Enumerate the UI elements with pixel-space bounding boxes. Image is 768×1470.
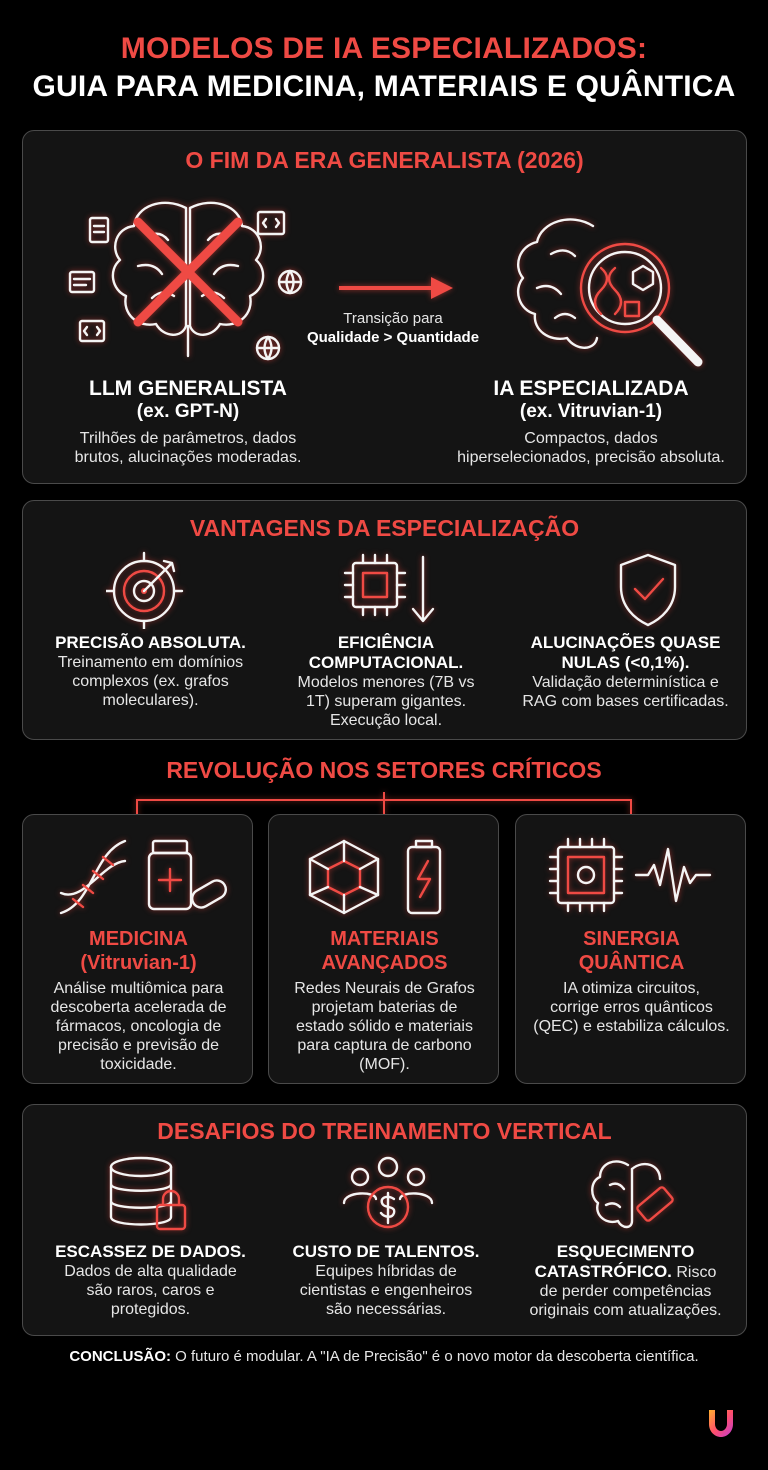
sector-medicine-l4: precisão e previsão de [58, 1037, 219, 1054]
challenge-3-l3: originais com atualizações. [529, 1302, 722, 1319]
sector-materials-l5: (MOF). [359, 1056, 410, 1073]
generalist-brain-icon [68, 186, 308, 366]
advantage-3 [508, 633, 743, 711]
sector-quantum-l3: (QEC) e estabiliza cálculos. [533, 1018, 730, 1035]
advantage-1-l2: complexos (ex. grafos [72, 673, 229, 690]
advantage-2-title-1: EFICIÊNCIA [337, 633, 435, 652]
generalist-block [58, 377, 318, 467]
challenge-1-l2: são raros, caros e [86, 1282, 215, 1299]
transition-caption [293, 309, 493, 347]
transition-line-1: Transição para [343, 310, 443, 327]
sector-materials-card [268, 814, 499, 1084]
conclusion [0, 1348, 768, 1365]
transition-line-2: Qualidade > Quantidade [306, 329, 480, 346]
sector-materials-l2: projetam baterias de [311, 999, 458, 1016]
advantage-2-l3: Execução local. [329, 712, 443, 729]
advantage-3-l2: RAG com bases certificadas. [522, 693, 729, 710]
sector-materials-l3: estado sólido e materiais [296, 1018, 473, 1035]
challenge-1 [33, 1242, 268, 1319]
advantage-1-title: PRECISÃO ABSOLUTA. [55, 633, 246, 652]
advantages-heading: VANTAGENS DA ESPECIALIZAÇÃO [189, 515, 580, 541]
advantage-1-l3: moleculares). [102, 692, 199, 709]
target-icon [106, 549, 186, 629]
transition-arrow-icon [335, 273, 455, 303]
specialized-subtitle: (ex. Vitruvian-1) [519, 401, 663, 422]
sector-medicine-l1: Análise multiômica para [53, 980, 224, 997]
page-title [0, 30, 768, 106]
challenge-3 [508, 1242, 743, 1320]
sector-medicine-title-1: MEDICINA [89, 928, 188, 950]
challenge-1-l3: protegidos. [110, 1301, 191, 1318]
generalist-desc-1: Trilhões de parâmetros, dados [79, 430, 297, 447]
sector-materials-text [269, 927, 500, 1074]
brand-logo-icon [703, 1404, 739, 1440]
sector-quantum-title-2: QUÂNTICA [578, 952, 685, 974]
sector-materials-title-2: AVANÇADOS [321, 952, 448, 974]
challenges-heading: DESAFIOS DO TREINAMENTO VERTICAL [157, 1118, 612, 1144]
shield-check-icon [613, 549, 683, 629]
challenge-2 [271, 1242, 501, 1319]
sector-quantum-l2: corrige erros quânticos [550, 999, 713, 1016]
conclusion-label: CONCLUSÃO: [69, 1348, 172, 1365]
challenge-3-l1-bold: CATASTRÓFICO. [534, 1262, 672, 1281]
sector-medicine-l3: fármacos, oncologia de [55, 1018, 222, 1035]
specialized-desc-1: Compactos, dados [524, 430, 658, 447]
challenge-3-l1: Risco [671, 1264, 717, 1281]
sector-medicine-title-2: (Vitruvian-1) [80, 952, 197, 974]
era-panel [22, 130, 747, 484]
challenge-2-l3: são necessárias. [325, 1301, 447, 1318]
specialized-brain-magnifier-icon [493, 206, 713, 376]
sectors-heading: REVOLUÇÃO NOS SETORES CRÍTICOS [166, 757, 602, 783]
challenge-3-l2: de perder competências [539, 1283, 712, 1300]
sector-materials-title-1: MATERIAIS [330, 928, 439, 950]
generalist-desc-2: brutos, alucinações moderadas. [74, 449, 302, 466]
challenge-1-l1: Dados de alta qualidade [64, 1263, 237, 1280]
challenge-1-title: ESCASSEZ DE DADOS. [55, 1242, 246, 1261]
challenges-panel [22, 1104, 747, 1336]
advantage-3-title-1: ALUCINAÇÕES QUASE [530, 633, 721, 652]
talent-cost-icon [338, 1155, 438, 1235]
molecule-battery-icon [304, 833, 474, 923]
sector-medicine-card [22, 814, 253, 1084]
sector-quantum-card [515, 814, 746, 1084]
database-lock-icon [105, 1155, 195, 1235]
sector-medicine-text [23, 927, 254, 1074]
sector-materials-l4: para captura de carbono [297, 1037, 472, 1054]
sector-materials-l1: Redes Neurais de Grafos [294, 980, 475, 997]
advantage-1-l1: Treinamento em domínios [57, 654, 244, 671]
sector-quantum-l1: IA otimiza circuitos, [563, 980, 700, 997]
advantage-2-l1: Modelos menores (7B vs [297, 674, 475, 691]
challenge-2-title: CUSTO DE TALENTOS. [292, 1242, 480, 1261]
challenge-3-l1-row [508, 1262, 743, 1282]
advantage-3-l1: Validação determinística e [532, 674, 719, 691]
sector-quantum-text [516, 927, 747, 1036]
specialized-title: IA ESPECIALIZADA [493, 377, 689, 400]
title-line-1: MODELOS DE IA ESPECIALIZADOS: [120, 32, 648, 65]
conclusion-text: O futuro é modular. A "IA de Precisão" é o novo motor da descoberta científica. [171, 1348, 699, 1365]
sector-medicine-l5: toxicidade. [100, 1056, 177, 1073]
brain-eraser-icon [588, 1155, 678, 1235]
advantage-2-l2: 1T) superam gigantes. [305, 693, 467, 710]
challenge-2-l1: Equipes híbridas de [315, 1263, 457, 1280]
generalist-title: LLM GENERALISTA [89, 377, 287, 400]
advantage-3-title-2: NULAS (<0,1%). [561, 653, 690, 672]
advantage-1 [33, 633, 268, 710]
sector-quantum-title-1: SINERGIA [583, 928, 680, 950]
title-line-2: GUIA PARA MEDICINA, MATERIAIS E QUÂNTICA [32, 70, 736, 103]
dna-pill-icon [53, 833, 233, 923]
specialized-block [441, 377, 741, 467]
advantage-2 [271, 633, 501, 730]
chip-efficiency-icon [339, 551, 439, 631]
era-heading: O FIM DA ERA GENERALISTA (2026) [185, 147, 584, 173]
challenge-2-l2: cientistas e engenheiros [299, 1282, 473, 1299]
advantages-panel [22, 500, 747, 740]
sector-medicine-l2: descoberta acelerada de [50, 999, 227, 1016]
generalist-subtitle: (ex. GPT-N) [136, 401, 240, 422]
challenge-3-title: ESQUECIMENTO [556, 1242, 695, 1261]
specialized-desc-2: hiperselecionados, precisão absoluta. [457, 449, 725, 466]
advantage-2-title-2: COMPUTACIONAL. [308, 653, 464, 672]
quantum-chip-wave-icon [544, 833, 724, 923]
